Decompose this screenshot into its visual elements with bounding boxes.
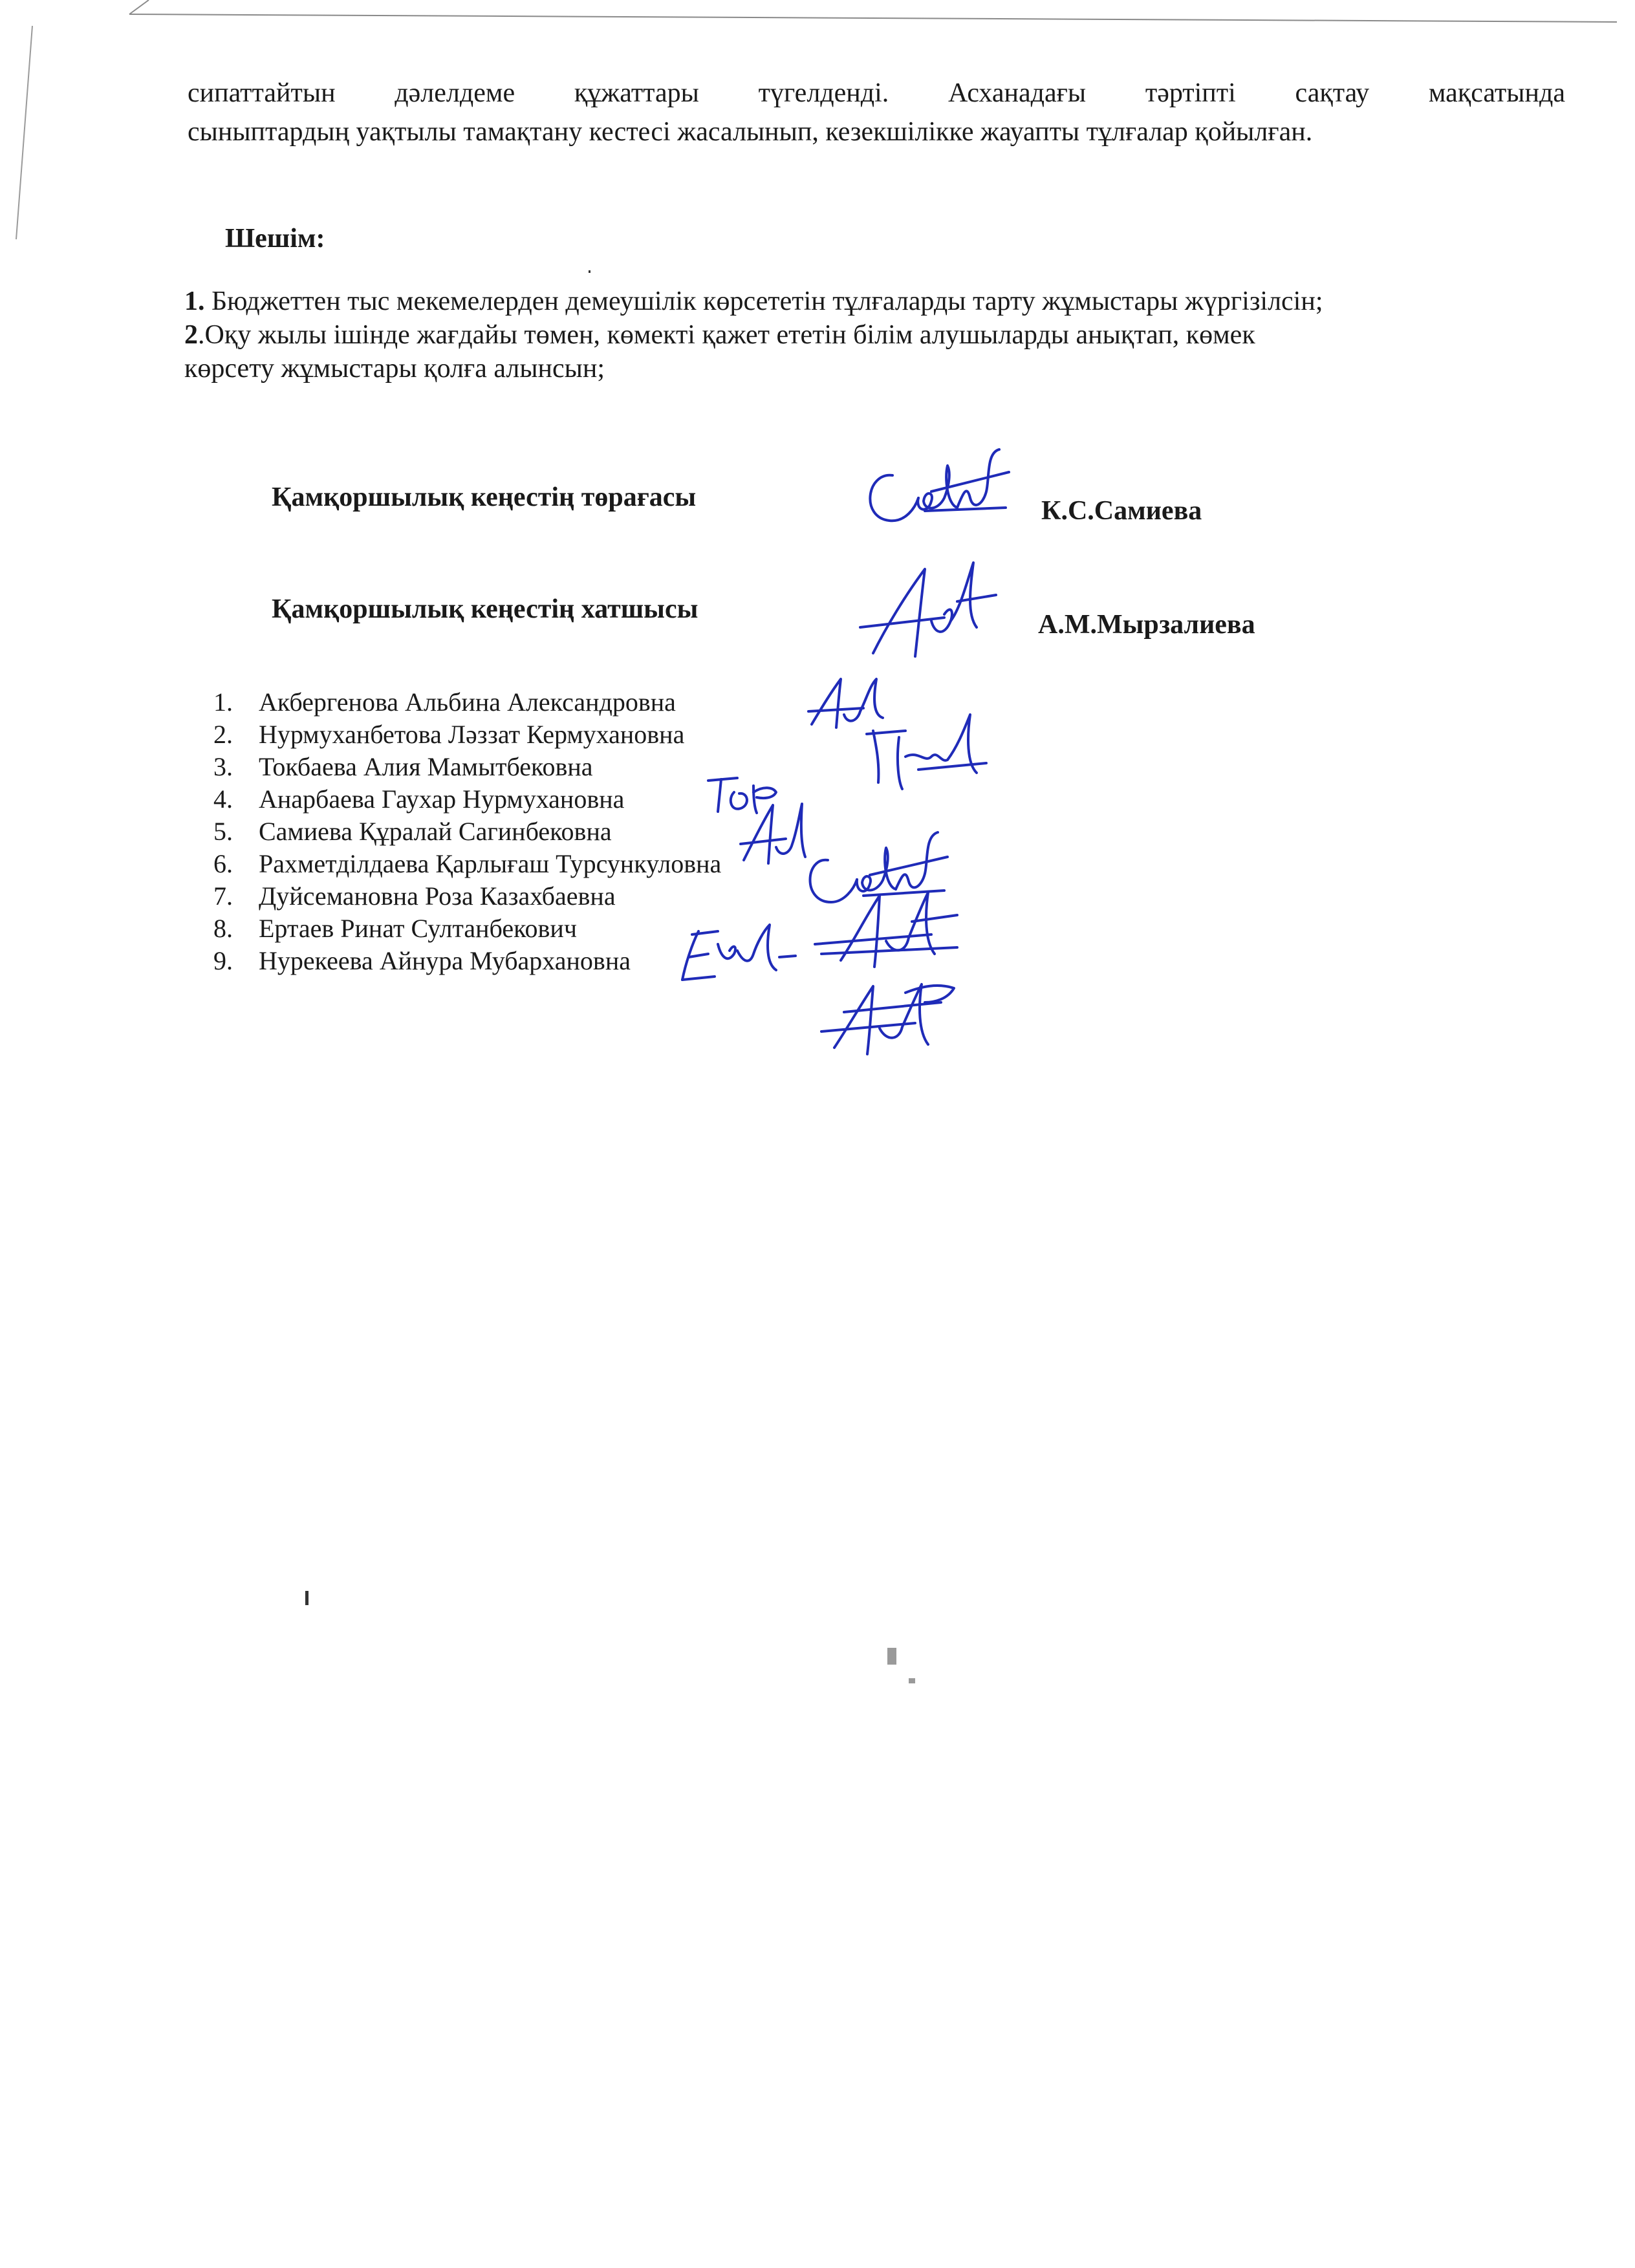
list-item (213, 881, 616, 911)
decision-item-number: 1. (184, 286, 205, 316)
chair-name: К.С.Самиева (1041, 496, 1202, 526)
member-signature-2 (860, 711, 990, 795)
chair-signature (854, 446, 1022, 537)
scan-speck (887, 1648, 896, 1665)
decision-item-text: көрсету жұмыстары қолға алынсын; (184, 354, 605, 383)
member-signature-6 (802, 883, 970, 973)
secretary-signature (847, 556, 1015, 673)
list-item-name: Рахметділдаева Қарлығаш Турсункуловна (259, 849, 722, 878)
list-item-number: 2. (213, 720, 233, 749)
scan-speck (909, 1678, 915, 1683)
member-signature-9 (818, 977, 967, 1061)
scan-edge-artifact-left (0, 0, 39, 582)
list-item-name: Нурекеева Айнура Мубархановна (259, 946, 631, 975)
list-item-number: 7. (213, 881, 233, 911)
list-item-number: 5. (213, 817, 233, 846)
decision-item-number: 2 (184, 320, 198, 350)
list-item-name: Акбергенова Альбина Александровна (259, 687, 676, 717)
list-item-name: Дуйсемановна Роза Казахбаевна (259, 881, 616, 911)
list-item-number: 4. (213, 784, 233, 814)
list-item-number: 8. (213, 914, 233, 943)
decision-item-2-continued (184, 352, 605, 385)
list-item-name: Самиева Құралай Сагинбековна (259, 817, 612, 846)
list-item-name: Анарбаева Гаухар Нурмухановна (259, 784, 625, 814)
paragraph-line-2: сыныптардың уақтылы тамақтану кестесі жасалынып, кезекшілікке жауапты тұлғалар қойылған. (188, 117, 1313, 147)
chair-label: Қамқоршылық кеңестің төрағасы (272, 482, 697, 512)
decision-heading: Шешім: (225, 224, 325, 254)
list-item-number: 1. (213, 687, 233, 717)
scan-speck (589, 270, 590, 273)
scan-speck (305, 1591, 309, 1605)
list-item (213, 687, 676, 717)
list-item-name: Ертаев Ринат Султанбекович (259, 914, 577, 943)
list-item-number: 6. (213, 849, 233, 878)
list-item-number: 3. (213, 752, 233, 781)
list-item (213, 816, 612, 847)
list-item (213, 784, 624, 814)
list-item (213, 719, 684, 750)
scan-edge-artifact (0, 0, 1635, 23)
list-item (213, 945, 631, 976)
decision-item-text: .Оқу жылы ішінде жағдайы төмен, көмекті қажет ететін білім алушыларды анықтап, көмек (198, 320, 1255, 350)
decision-item-1 (184, 285, 1323, 318)
list-item-name: Токбаева Алия Мамытбековна (259, 752, 593, 781)
list-item (213, 913, 577, 944)
paragraph-line-1: сипаттайтын дәлелдеме құжаттары түгелденді. Асханадағы тәртіпті сақтау мақсатында (188, 78, 1565, 108)
list-item-name: Нурмуханбетова Ләззат Кермухановна (259, 720, 685, 749)
secretary-label: Қамқоршылық кеңестің хатшысы (272, 594, 698, 624)
decision-item-2 (184, 318, 1255, 352)
member-signature-8 (673, 918, 802, 989)
member-signature-4 (737, 799, 808, 870)
list-item (213, 848, 721, 879)
list-item-number: 9. (213, 946, 233, 975)
list-item (213, 751, 593, 782)
secretary-name: А.М.Мырзалиева (1038, 610, 1255, 640)
decision-item-text: Бюджеттен тыс мекемелерден демеушілік көрсететін тұлғаларды тарту жұмыстары жүргізілсін; (204, 286, 1323, 316)
